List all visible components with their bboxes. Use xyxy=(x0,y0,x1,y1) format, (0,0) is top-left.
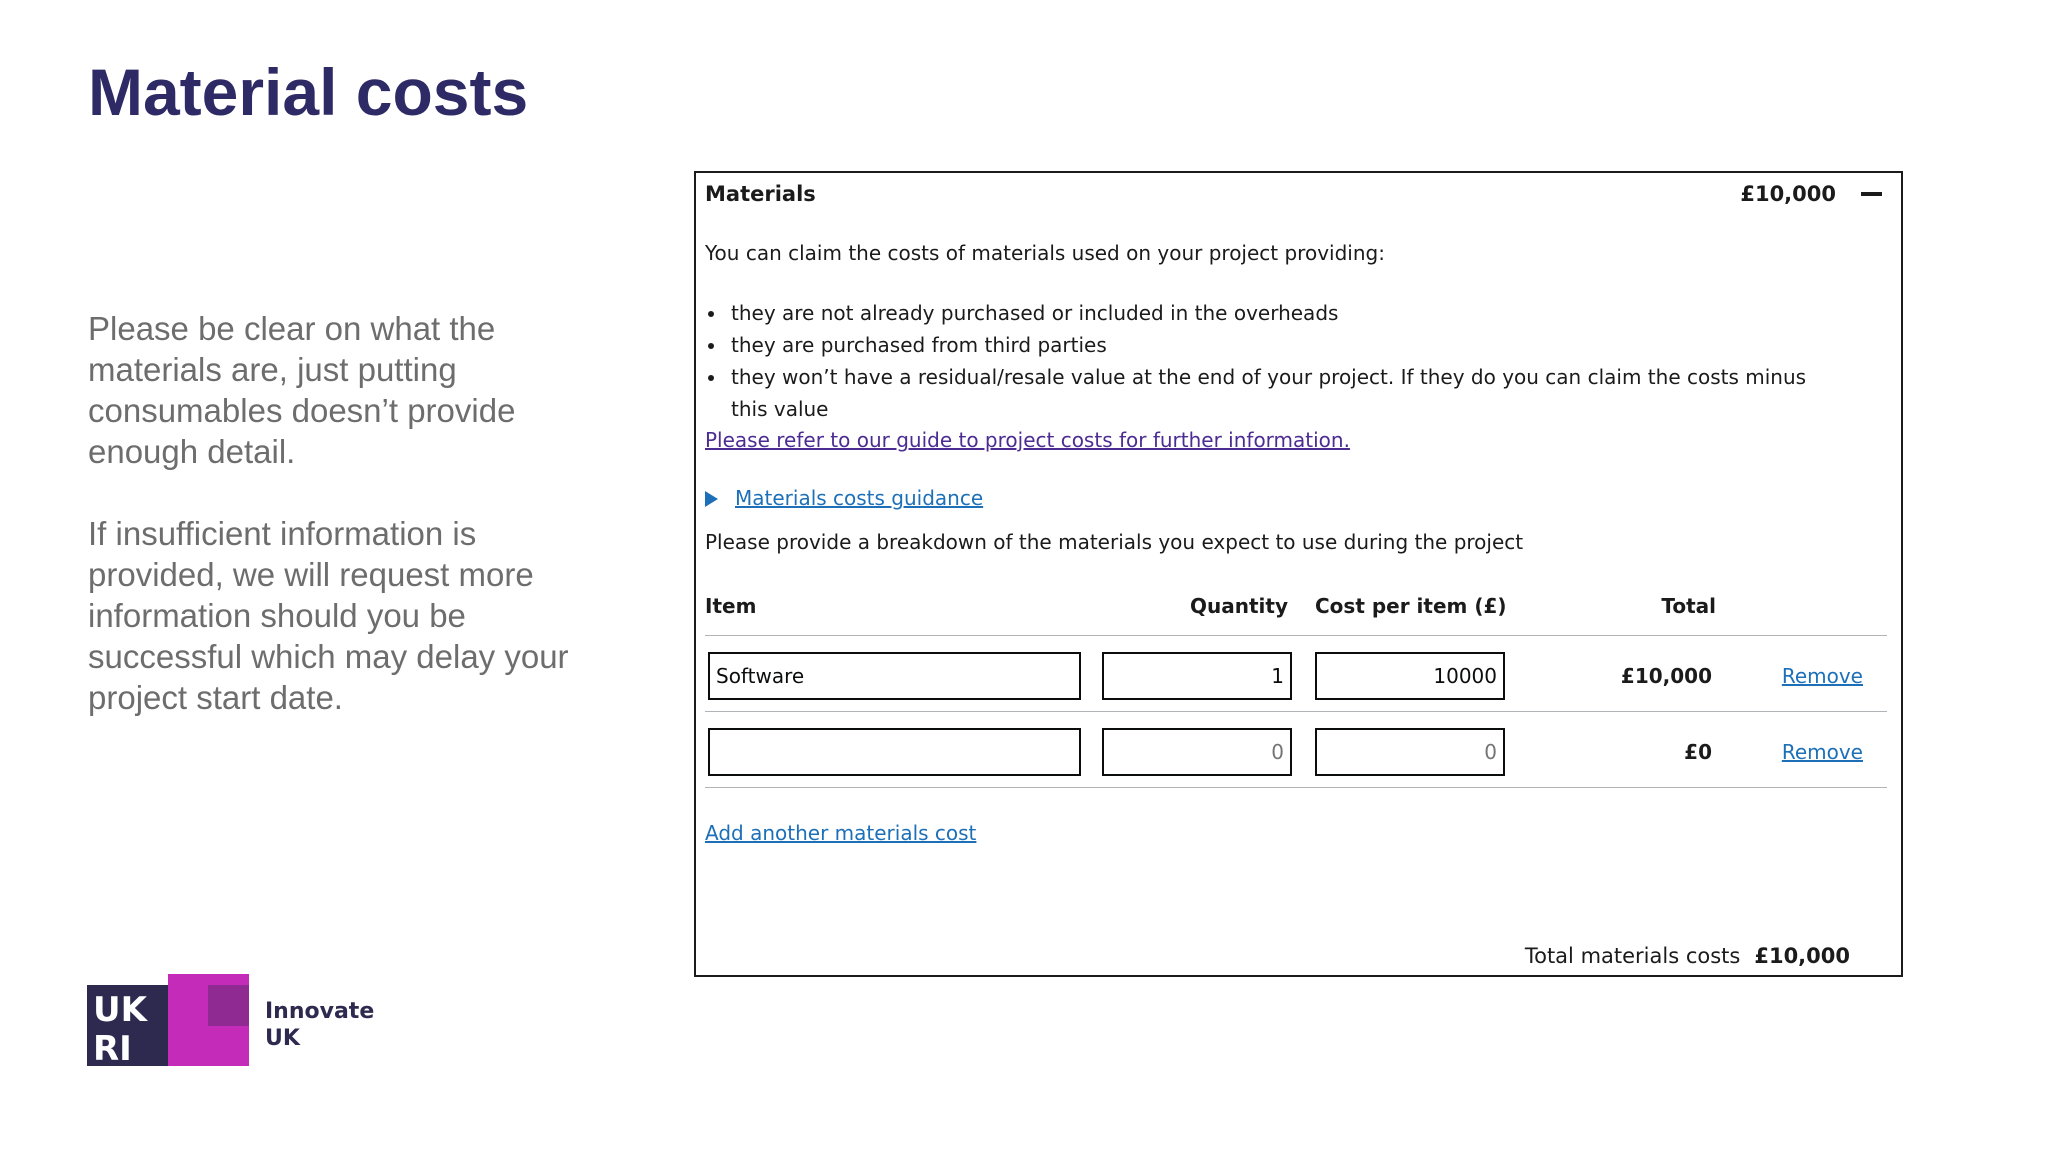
row-total: £10,000 xyxy=(1620,664,1712,688)
notes-paragraph: If insufficient information is provided, we will request more information should you be successful which may delay your project start date. xyxy=(88,515,569,716)
eligibility-list xyxy=(705,297,1845,425)
total-materials-summary xyxy=(1525,942,1850,970)
logo-name xyxy=(265,998,395,1052)
list-item: they are purchased from third parties xyxy=(705,329,1845,361)
table-divider xyxy=(705,711,1887,712)
add-materials-cost-link[interactable]: Add another materials cost xyxy=(705,821,977,845)
quantity-input[interactable] xyxy=(1102,728,1292,776)
total-materials-label: Total materials costs xyxy=(1524,944,1741,968)
eligibility-intro: You can claim the costs of materials used on your project providing: xyxy=(705,241,1385,265)
total-materials-value: £10,000 xyxy=(1754,944,1850,968)
materials-guidance-label[interactable]: Materials costs guidance xyxy=(735,486,984,510)
panel-header xyxy=(705,177,1886,211)
cost-per-item-input[interactable] xyxy=(1315,652,1505,700)
table-divider xyxy=(705,787,1887,788)
remove-row-link[interactable]: Remove xyxy=(1781,740,1863,764)
triangle-right-icon xyxy=(705,491,718,507)
logo-letters-top: UK xyxy=(93,990,147,1030)
slide-title: Material costs xyxy=(88,55,529,129)
column-header-cost-per-item: Cost per item (£) xyxy=(1315,594,1507,618)
item-name-input[interactable] xyxy=(708,652,1081,700)
innovate-uk-logo xyxy=(87,974,387,1066)
speaker-notes xyxy=(88,308,608,759)
panel-title: Materials xyxy=(705,182,816,206)
logo-letters-bottom: RI xyxy=(93,1029,132,1066)
collapse-button[interactable] xyxy=(1858,185,1886,205)
logo-name-line2: UK xyxy=(265,1026,300,1051)
list-item: they won’t have a residual/resale value at the end of your project. If they do you can claim the costs minus this value xyxy=(705,361,1845,425)
cost-per-item-input[interactable] xyxy=(1315,728,1505,776)
notes-paragraph: Please be clear on what the materials are, just putting consumables doesn’t provide enough detail. xyxy=(88,310,516,470)
minus-icon xyxy=(1861,192,1882,196)
table-row xyxy=(705,652,1887,728)
row-total: £0 xyxy=(1684,740,1712,764)
project-costs-guide-link[interactable]: Please refer to our guide to project costs for further information. xyxy=(705,428,1350,452)
list-item: they are not already purchased or included in the overheads xyxy=(705,297,1845,329)
column-header-item: Item xyxy=(705,594,757,618)
table-divider xyxy=(705,635,1887,636)
item-name-input[interactable] xyxy=(708,728,1081,776)
panel-total: £10,000 xyxy=(1740,182,1836,206)
logo-name-line1: Innovate xyxy=(265,999,375,1024)
breakdown-prompt: Please provide a breakdown of the materials you expect to use during the project xyxy=(705,530,1524,554)
quantity-input[interactable] xyxy=(1102,652,1292,700)
ukri-logo-mark xyxy=(87,974,249,1066)
table-row xyxy=(705,728,1887,804)
column-header-total: Total xyxy=(1661,594,1716,618)
materials-panel xyxy=(694,171,1903,977)
logo-purple-block xyxy=(208,985,249,1026)
remove-row-link[interactable]: Remove xyxy=(1781,664,1863,688)
column-header-quantity: Quantity xyxy=(1190,594,1288,618)
